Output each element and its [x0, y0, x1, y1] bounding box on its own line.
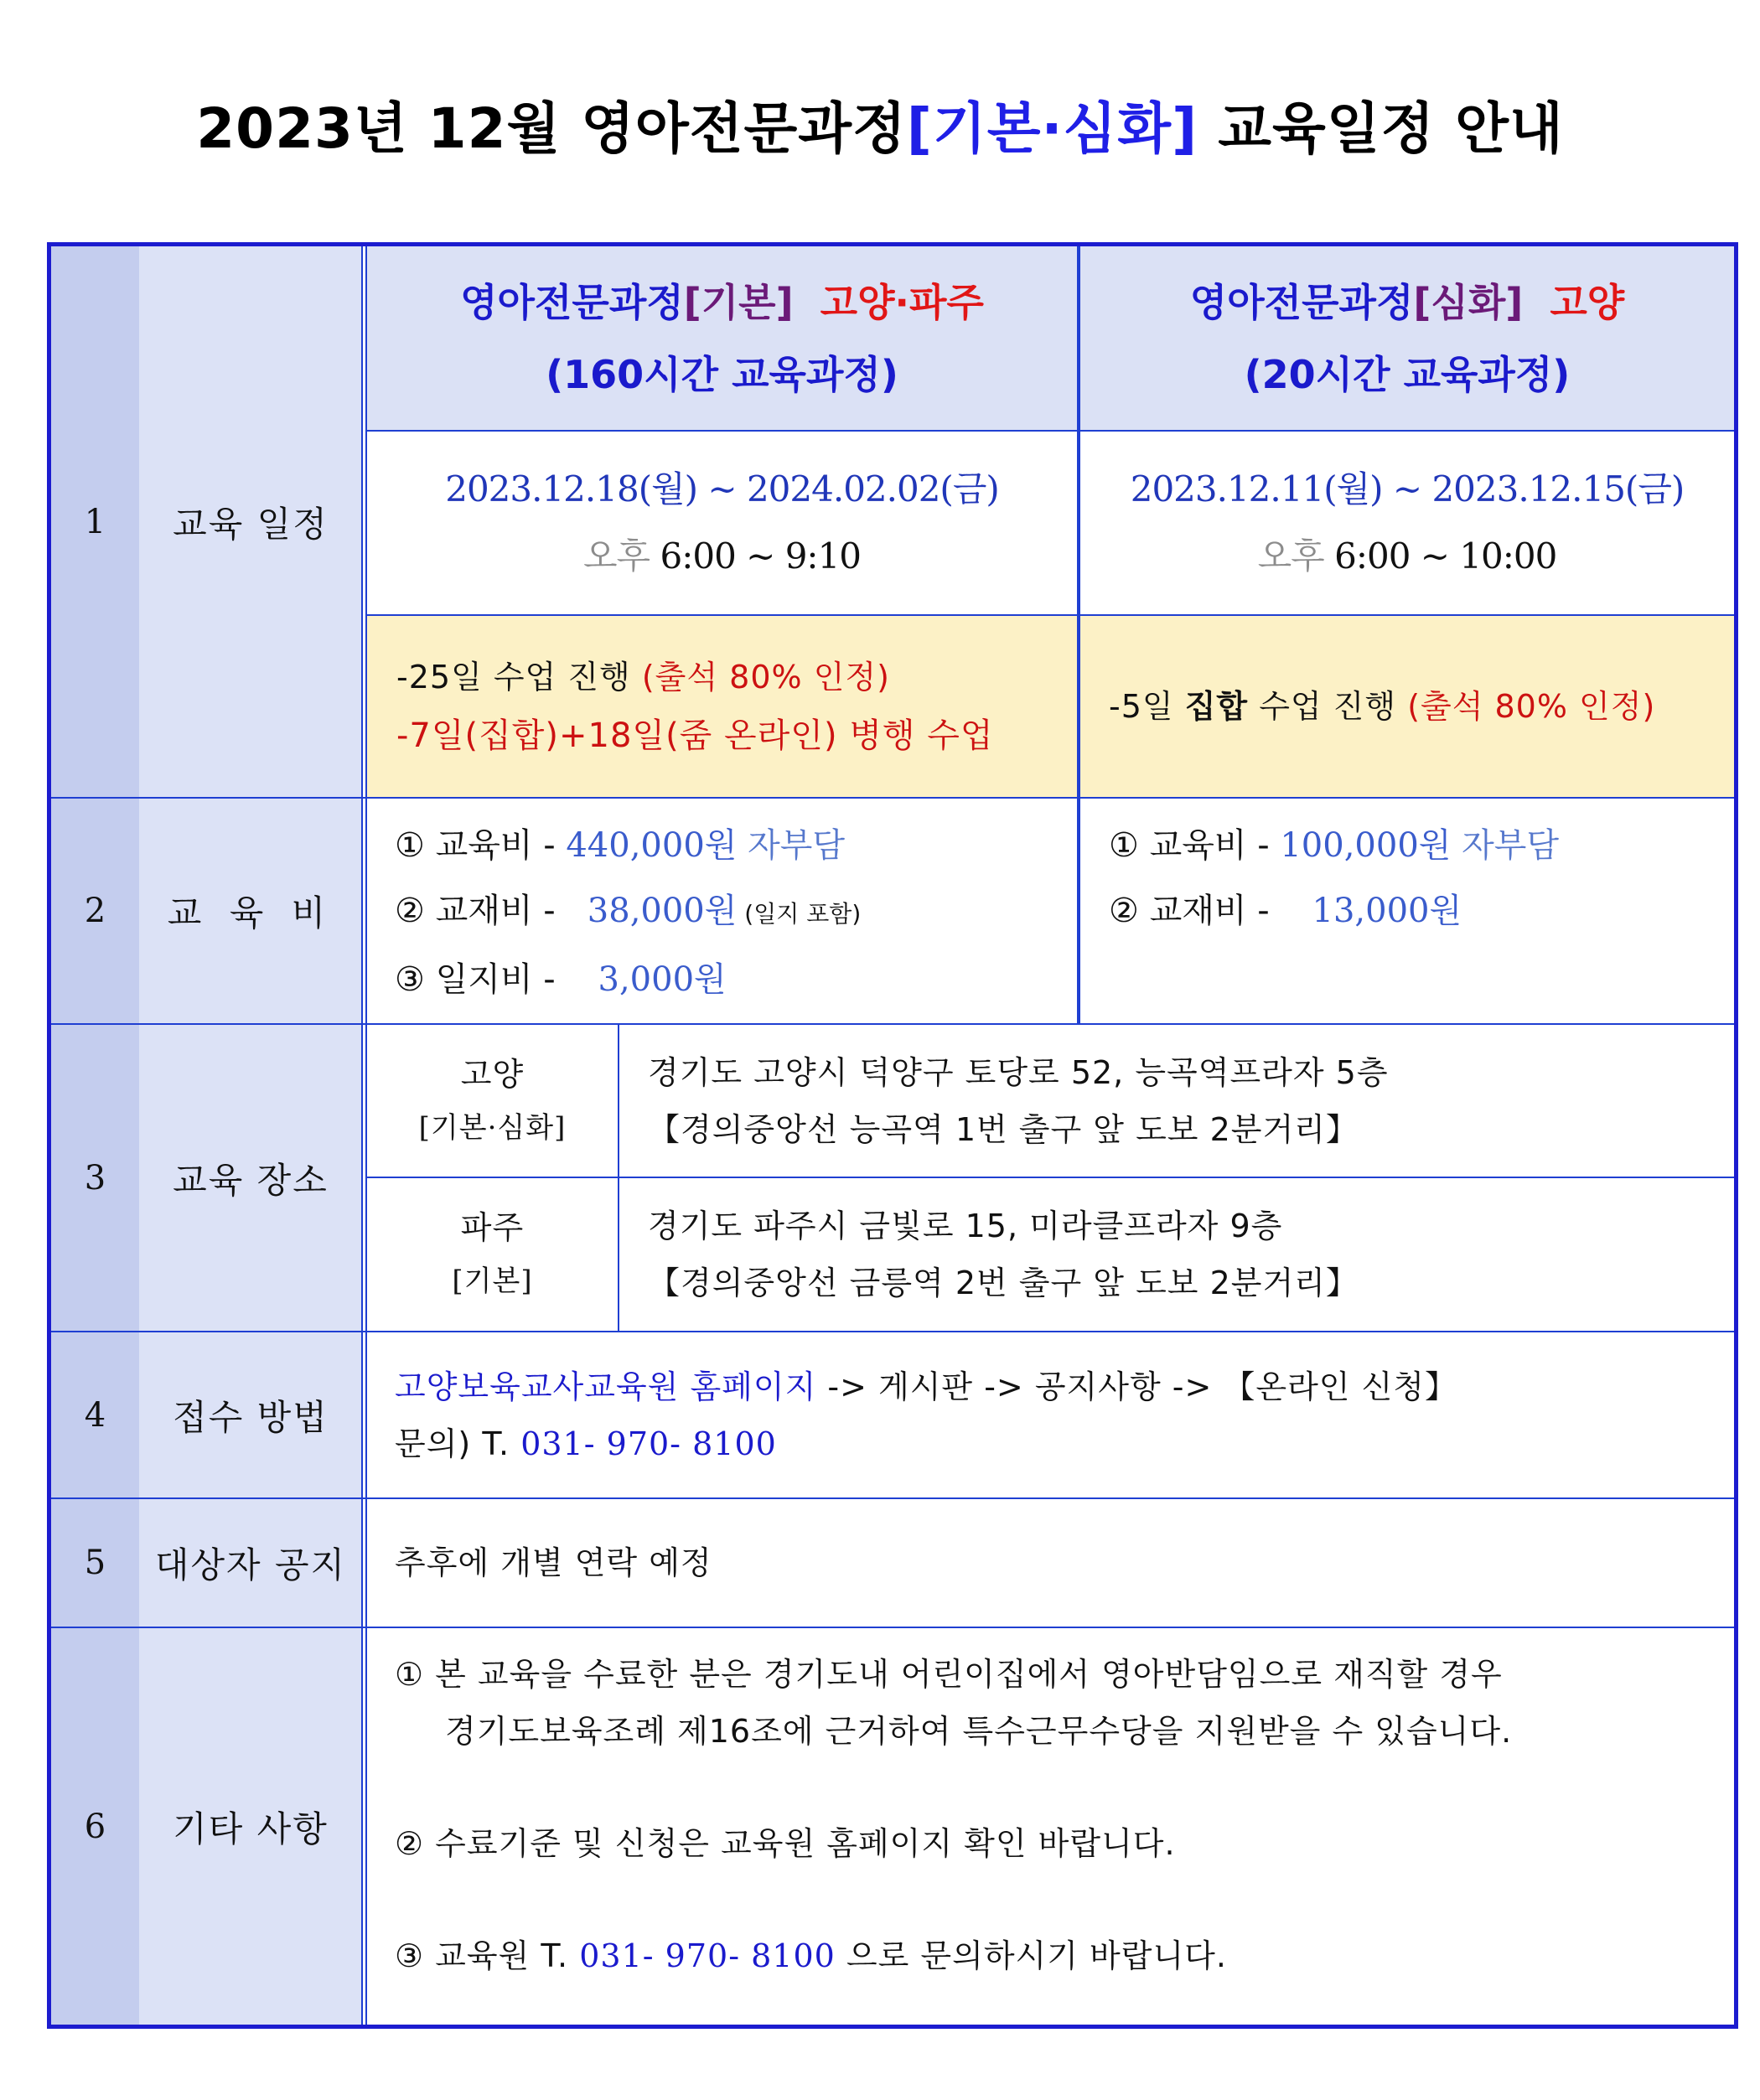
etc-item-3: ③ 교육원 T. 031- 970- 8100 으로 문의하시기 바랍니다.: [395, 1937, 1227, 1974]
notice-text-cell: [395, 1499, 1727, 1627]
location-goyang-address: 경기도 고양시 덕양구 토당로 52, 능곡역프라자 5층 【경의중앙선 능곡역 1번 출구 앞 도보 2분거리】: [648, 1054, 1389, 1148]
basic-date-range: 2023.12.18(월) ~ 2024.02.02(금): [445, 468, 999, 509]
page-title: [0, 84, 1760, 163]
advanced-course-title: 영아전문과정[심화] 고양: [1189, 280, 1625, 325]
advanced-note: -5일 집합 수업 진행 (출석 80% 인정): [1109, 688, 1656, 725]
advanced-time: 오후 6:00 ~ 10:00: [1257, 535, 1557, 577]
etc-items: [395, 1637, 1732, 2019]
location-paju-name: 파주 [기본]: [452, 1209, 533, 1298]
basic-fee-textbook: ② 교재비 - 38,000원 (일지 포함): [395, 892, 862, 930]
title-bracket: [기본·심화]: [906, 96, 1198, 161]
advanced-course-header: [1080, 246, 1734, 431]
basic-fee-journal: ③ 일지비 - 3,000원: [395, 960, 727, 999]
basic-course-title: 영아전문과정[기본] 고양·파주: [460, 280, 984, 325]
advanced-fee-tuition: ① 교육비 - 100,000원 자부담: [1109, 826, 1560, 865]
row5-label: 대상자 공지: [154, 1544, 347, 1585]
row6-label: 기타 사항: [173, 1808, 329, 1849]
basic-note-2: -7일(집합)+18일(줌 온라인) 병행 수업: [396, 716, 994, 755]
title-prefix: 2023년 12월 영아전문과정: [196, 96, 907, 161]
row1-number: 1: [84, 503, 106, 541]
notice-text: 추후에 개별 연락 예정: [395, 1544, 712, 1581]
homepage-link[interactable]: 고양보육교사교육원 홈페이지: [395, 1368, 817, 1405]
basic-notes: [396, 615, 1067, 798]
advanced-date-range: 2023.12.11(월) ~ 2023.12.15(금): [1130, 468, 1685, 509]
row3-label: 교육 장소: [173, 1160, 329, 1201]
row2-number: 2: [84, 892, 106, 930]
basic-fee-tuition: ① 교육비 - 440,000원 자부담: [395, 826, 846, 865]
title-suffix: 교육일정 안내: [1198, 96, 1564, 161]
location-goyang-name: 고양 [기본·심화]: [418, 1056, 567, 1145]
basic-note-1: -25일 수업 진행 (출석 80% 인정): [396, 659, 890, 696]
advanced-course-hours: (20시간 교육과정): [1244, 352, 1571, 397]
basic-course-header: [367, 246, 1077, 431]
basic-time: 오후 6:00 ~ 9:10: [582, 535, 862, 577]
basic-schedule: [367, 431, 1077, 615]
location-paju-address: 경기도 파주시 금빛로 15, 미라클프라자 9층 【경의중앙선 금릉역 2번 출구 앞 도보 2분거리】: [648, 1208, 1359, 1301]
row4-label: 접수 방법: [173, 1396, 329, 1438]
advanced-schedule: [1080, 431, 1734, 615]
advanced-notes: [1109, 615, 1729, 798]
advanced-fees: [1109, 803, 1729, 1021]
contact-phone: 031- 970- 8100: [520, 1425, 777, 1462]
schedule-table: [47, 242, 1738, 2029]
etc-item-1-line2: 경기도보육조례 제16조에 근거하여 특수근무수당을 지원받을 수 있습니다.: [445, 1713, 1513, 1750]
row2-label: 교 육 비: [167, 892, 334, 934]
apply-path: 고양보육교사교육원 홈페이지 -> 게시판 -> 공지사항 -> 【온라인 신청】: [395, 1368, 1458, 1405]
advanced-fee-textbook: ② 교재비 - 13,000원: [1109, 892, 1462, 930]
apply-method: [395, 1332, 1727, 1497]
etc-item-1-line1: ① 본 교육을 수료한 분은 경기도내 어린이집에서 영아반담임으로 재직할 경우: [395, 1656, 1503, 1693]
row1-label: 교육 일정: [173, 504, 329, 545]
basic-fees: [395, 803, 1074, 1021]
row6-number: 6: [84, 1807, 106, 1846]
basic-course-hours: (160시간 교육과정): [546, 352, 898, 397]
row3-number: 3: [84, 1159, 106, 1197]
row4-number: 4: [84, 1395, 106, 1435]
etc-item-2: ② 수료기준 및 신청은 교육원 홈페이지 확인 바랍니다.: [395, 1825, 1176, 1862]
apply-contact: 문의) T. 031- 970- 8100: [395, 1425, 777, 1462]
row5-number: 5: [84, 1544, 106, 1582]
